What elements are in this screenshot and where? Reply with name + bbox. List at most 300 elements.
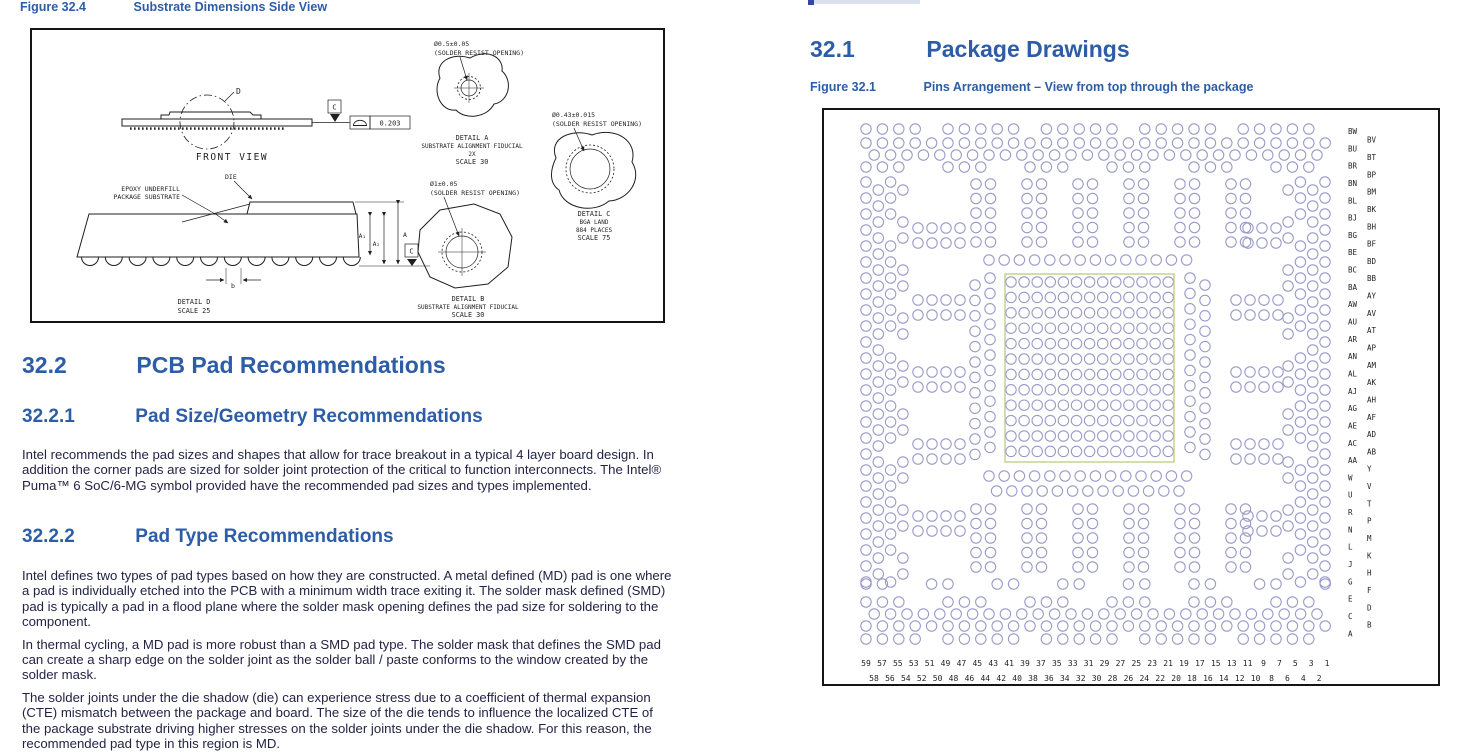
pin-pad bbox=[885, 257, 895, 267]
pin-pad bbox=[894, 621, 904, 631]
pin-pad bbox=[1058, 597, 1068, 607]
pin-pad bbox=[1036, 208, 1046, 218]
pin-pad bbox=[1019, 446, 1029, 456]
pin-pad bbox=[1189, 208, 1199, 218]
col-label-even: 32 bbox=[1075, 674, 1086, 683]
pin-pad bbox=[1140, 162, 1150, 172]
pin-pad bbox=[1150, 323, 1160, 333]
pin-pad bbox=[1308, 457, 1318, 467]
pin-pad bbox=[1287, 124, 1297, 134]
pin-pad bbox=[1090, 124, 1100, 134]
pin-pad bbox=[1245, 439, 1255, 449]
pin-pad bbox=[1243, 511, 1253, 521]
pin-pad bbox=[1022, 504, 1032, 514]
pin-pad bbox=[1320, 177, 1330, 187]
pin-pad bbox=[913, 439, 923, 449]
pin-pad bbox=[1245, 382, 1255, 392]
pin-pad bbox=[1231, 439, 1241, 449]
pin-pad bbox=[1036, 222, 1046, 232]
pin-pad bbox=[1045, 323, 1055, 333]
pin-pad bbox=[959, 138, 969, 148]
pin-pad bbox=[1124, 400, 1134, 410]
pin-pad bbox=[1295, 385, 1305, 395]
pin-pad bbox=[1019, 431, 1029, 441]
pin-row-labels bbox=[1348, 127, 1377, 638]
pin-pad bbox=[1185, 396, 1195, 406]
pin-pad bbox=[984, 609, 994, 619]
row-label: BF bbox=[1367, 239, 1377, 249]
pin-pad bbox=[1058, 415, 1068, 425]
row-label: V bbox=[1367, 482, 1372, 492]
pin-pad bbox=[951, 609, 961, 619]
pin-pad bbox=[1273, 454, 1283, 464]
pin-pad bbox=[927, 382, 937, 392]
pin-pad bbox=[1164, 609, 1174, 619]
pin-pad bbox=[976, 621, 986, 631]
pin-pad bbox=[873, 233, 883, 243]
pin-pad bbox=[910, 634, 920, 644]
pin-pad bbox=[955, 238, 965, 248]
col-label-even: 52 bbox=[916, 674, 927, 683]
pin-pad bbox=[861, 417, 871, 427]
pin-pad bbox=[1087, 222, 1097, 232]
pin-pad bbox=[873, 297, 883, 307]
pin-pad bbox=[1295, 209, 1305, 219]
pin-pad bbox=[894, 634, 904, 644]
pin-pad bbox=[1200, 357, 1210, 367]
pin-pad bbox=[1007, 486, 1017, 496]
pin-pad bbox=[1006, 446, 1016, 456]
pin-pad bbox=[1000, 609, 1010, 619]
pin-pad bbox=[941, 439, 951, 449]
pin-pad bbox=[1019, 323, 1029, 333]
pin-pad bbox=[1060, 255, 1070, 265]
pin-pad bbox=[1098, 338, 1108, 348]
pin-pad bbox=[1113, 486, 1123, 496]
pin-pad bbox=[1087, 179, 1097, 189]
pin-pad bbox=[1304, 138, 1314, 148]
pin-pad bbox=[1163, 385, 1173, 395]
pin-pad bbox=[1071, 354, 1081, 364]
pin-pad bbox=[1308, 505, 1318, 515]
substrate-drawing bbox=[32, 30, 663, 321]
pin-pad bbox=[918, 150, 928, 160]
col-label-even: 48 bbox=[948, 674, 959, 683]
pin-pad bbox=[955, 310, 965, 320]
pin-pad bbox=[1308, 233, 1318, 243]
pin-pad bbox=[1137, 354, 1147, 364]
pin-pad bbox=[1058, 338, 1068, 348]
pin-pad bbox=[1172, 621, 1182, 631]
pin-pad bbox=[971, 518, 981, 528]
pin-pad bbox=[1111, 292, 1121, 302]
pin-pad bbox=[1111, 431, 1121, 441]
pin-pad bbox=[1295, 305, 1305, 315]
row-label: AF bbox=[1367, 412, 1377, 422]
pin-pad bbox=[1185, 304, 1195, 314]
pin-pad bbox=[873, 217, 883, 227]
pin-pad bbox=[959, 124, 969, 134]
row-label: H bbox=[1367, 568, 1372, 578]
pin-pad bbox=[1032, 385, 1042, 395]
col-label-odd: 53 bbox=[908, 659, 919, 668]
pin-pad bbox=[1084, 369, 1094, 379]
pin-pad bbox=[885, 273, 895, 283]
pin-pad bbox=[1254, 124, 1264, 134]
pin-pad bbox=[971, 562, 981, 572]
pin-pad bbox=[1271, 621, 1281, 631]
pin-pad bbox=[1090, 138, 1100, 148]
pin-pad bbox=[1067, 486, 1077, 496]
row-label: BV bbox=[1367, 135, 1377, 145]
pin-pad bbox=[1295, 273, 1305, 283]
pin-pad bbox=[1320, 289, 1330, 299]
row-label: K bbox=[1367, 551, 1372, 561]
pin-pad bbox=[1150, 400, 1160, 410]
pin-pad bbox=[877, 621, 887, 631]
row-label: AN bbox=[1348, 352, 1358, 362]
pin-pad bbox=[1058, 385, 1068, 395]
pin-pad bbox=[1073, 533, 1083, 543]
section-number: 32.2.1 bbox=[22, 406, 75, 427]
col-label-even: 26 bbox=[1123, 674, 1134, 683]
pin-pad bbox=[877, 597, 887, 607]
detail-b-callout-2: (SOLDER RESIST OPENING) bbox=[430, 189, 521, 197]
pin-pad bbox=[943, 634, 953, 644]
pin-pad bbox=[1032, 308, 1042, 318]
pin-pad bbox=[1259, 367, 1269, 377]
row-label: W bbox=[1348, 473, 1353, 483]
col-label-odd: 27 bbox=[1115, 659, 1126, 668]
pin-pad bbox=[1320, 193, 1330, 203]
pin-pad bbox=[1222, 597, 1232, 607]
detail-a-callout-1: Ø0.5±0.05 bbox=[434, 40, 470, 48]
pin-pad bbox=[1185, 334, 1195, 344]
pin-pad bbox=[1073, 504, 1083, 514]
pin-pad bbox=[1226, 547, 1236, 557]
pin-pad bbox=[985, 411, 995, 421]
pin-pad bbox=[943, 579, 953, 589]
pin-pad bbox=[1019, 385, 1029, 395]
pin-pad bbox=[1107, 597, 1117, 607]
col-label-even: 12 bbox=[1234, 674, 1245, 683]
pin-pad bbox=[1295, 513, 1305, 523]
pin-pad bbox=[1308, 361, 1318, 371]
pin-pad bbox=[861, 561, 871, 571]
row-label: BP bbox=[1367, 170, 1377, 180]
pin-pad bbox=[873, 281, 883, 291]
pin-pad bbox=[1123, 621, 1133, 631]
pin-pad bbox=[1245, 454, 1255, 464]
pin-pad bbox=[1083, 486, 1093, 496]
pin-pad bbox=[1008, 579, 1018, 589]
pin-pad bbox=[1254, 138, 1264, 148]
pin-pad bbox=[1098, 323, 1108, 333]
pin-pad bbox=[984, 150, 994, 160]
pin-pad bbox=[1073, 208, 1083, 218]
pin-pad bbox=[1175, 237, 1185, 247]
pin-pad bbox=[1181, 471, 1191, 481]
pin-pad bbox=[1295, 321, 1305, 331]
pin-pad bbox=[927, 295, 937, 305]
pin-pad bbox=[1025, 138, 1035, 148]
pin-pad bbox=[1098, 369, 1108, 379]
row-label: BG bbox=[1348, 230, 1358, 240]
pin-pad bbox=[971, 237, 981, 247]
pin-pad bbox=[1245, 295, 1255, 305]
row-label: BJ bbox=[1348, 213, 1358, 223]
row-label: AW bbox=[1348, 300, 1358, 310]
pin-pad bbox=[1073, 562, 1083, 572]
pin-pad bbox=[970, 449, 980, 459]
pin-pad bbox=[1138, 237, 1148, 247]
pin-pad bbox=[1200, 418, 1210, 428]
pin-pad bbox=[1185, 350, 1195, 360]
pin-pad bbox=[992, 621, 1002, 631]
pin-pad bbox=[1163, 369, 1173, 379]
pin-pad bbox=[1140, 138, 1150, 148]
row-label: C bbox=[1348, 612, 1353, 621]
pin-pad bbox=[1308, 265, 1318, 275]
pin-pad bbox=[877, 162, 887, 172]
pin-pad bbox=[1105, 255, 1115, 265]
pin-pad bbox=[1222, 162, 1232, 172]
pin-pad bbox=[985, 350, 995, 360]
pin-pad bbox=[861, 529, 871, 539]
pin-pad bbox=[941, 223, 951, 233]
dim-a: A bbox=[403, 231, 407, 239]
pin-pad bbox=[1045, 338, 1055, 348]
pin-pad bbox=[1308, 345, 1318, 355]
pin-pad bbox=[984, 471, 994, 481]
pin-pad bbox=[877, 124, 887, 134]
row-label: AM bbox=[1367, 360, 1377, 370]
pin-pad bbox=[1200, 326, 1210, 336]
pin-pad bbox=[1189, 579, 1199, 589]
detail-b-caption-2: SUBSTRATE ALIGNMENT FIDUCIAL bbox=[417, 304, 519, 311]
pin-pad bbox=[1287, 634, 1297, 644]
pin-pad bbox=[1137, 431, 1147, 441]
detail-c-caption-2: BGA LAND bbox=[579, 219, 609, 226]
row-label: BB bbox=[1367, 274, 1377, 284]
pin-pad bbox=[1098, 446, 1108, 456]
pin-pad bbox=[1197, 150, 1207, 160]
pin-pad bbox=[902, 150, 912, 160]
pin-pad bbox=[1254, 634, 1264, 644]
pin-pad bbox=[1074, 621, 1084, 631]
pin-pad bbox=[1174, 486, 1184, 496]
pin-pad bbox=[898, 505, 908, 515]
datum-c-front: C bbox=[332, 103, 337, 112]
pin-pad bbox=[1295, 417, 1305, 427]
pin-pad bbox=[1084, 354, 1094, 364]
pin-pad bbox=[1295, 150, 1305, 160]
pin-pad bbox=[1240, 179, 1250, 189]
pin-pad bbox=[861, 621, 871, 631]
col-label-even: 38 bbox=[1028, 674, 1038, 683]
row-label: P bbox=[1367, 516, 1372, 526]
pin-pad bbox=[1283, 233, 1293, 243]
pin-pad bbox=[1006, 308, 1016, 318]
pin-pad bbox=[1185, 427, 1195, 437]
pin-pad bbox=[1045, 292, 1055, 302]
pin-pad bbox=[1041, 124, 1051, 134]
row-label: AK bbox=[1367, 378, 1377, 388]
pin-pad bbox=[1200, 434, 1210, 444]
right-page bbox=[738, 0, 1478, 753]
pin-pad bbox=[1175, 562, 1185, 572]
pin-pad bbox=[970, 295, 980, 305]
pin-pad bbox=[927, 238, 937, 248]
pin-pad bbox=[1074, 579, 1084, 589]
pin-pad bbox=[1087, 518, 1097, 528]
pin-pad bbox=[1200, 388, 1210, 398]
pin-pad bbox=[1166, 471, 1176, 481]
pin-pad bbox=[873, 329, 883, 339]
row-label: D bbox=[1367, 603, 1372, 613]
row-label: N bbox=[1348, 525, 1353, 535]
pin-pad bbox=[1148, 609, 1158, 619]
pin-pad bbox=[1163, 354, 1173, 364]
pin-pad bbox=[1189, 518, 1199, 528]
pin-pad bbox=[985, 533, 995, 543]
pin-pad bbox=[1045, 385, 1055, 395]
pin-pad bbox=[1172, 124, 1182, 134]
pin-pad bbox=[1231, 367, 1241, 377]
row-label: L bbox=[1348, 542, 1353, 552]
col-label-even: 20 bbox=[1171, 674, 1181, 683]
pin-pad bbox=[1074, 138, 1084, 148]
pin-pad bbox=[1019, 277, 1029, 287]
pin-pad bbox=[1150, 431, 1160, 441]
pin-pad bbox=[1099, 150, 1109, 160]
col-label-even: 28 bbox=[1107, 674, 1118, 683]
pin-pad bbox=[1022, 179, 1032, 189]
pin-pad bbox=[1008, 124, 1018, 134]
pin-pad bbox=[1019, 354, 1029, 364]
col-label-odd: 17 bbox=[1195, 659, 1205, 668]
dim-b: b bbox=[231, 282, 235, 290]
pin-pad bbox=[1006, 369, 1016, 379]
pin-pad bbox=[970, 418, 980, 428]
pin-pad bbox=[1124, 323, 1134, 333]
pin-pad bbox=[1111, 308, 1121, 318]
paragraph: The solder joints under the die shadow (die) can experience stress due to a coefficient of thermal expansion (CTE) mismatch between the package and board. The size of the die tends to influence the localized CTE of the package substrate driving higher stresses on the solder joints under the die shadow. For this reason, the recommended pad type in this region is MD. bbox=[22, 689, 653, 752]
pin-pad bbox=[1107, 621, 1117, 631]
pin-pad bbox=[1189, 162, 1199, 172]
pin-pad bbox=[1036, 179, 1046, 189]
pin-pad bbox=[873, 393, 883, 403]
pin-pad bbox=[1058, 138, 1068, 148]
col-label-odd: 37 bbox=[1036, 659, 1046, 668]
pin-pad bbox=[1121, 255, 1131, 265]
pin-pad bbox=[1226, 208, 1236, 218]
epoxy-underfill-label: EPOXY UNDERFILL bbox=[121, 185, 180, 193]
pin-pad bbox=[1295, 577, 1305, 587]
pin-pad bbox=[1045, 255, 1055, 265]
pin-pad bbox=[885, 481, 895, 491]
section-heading-32-1 bbox=[810, 36, 1130, 63]
section-heading-32-2-2 bbox=[22, 526, 394, 548]
row-label: Y bbox=[1367, 464, 1372, 474]
pin-pad bbox=[1131, 609, 1141, 619]
pin-pad bbox=[1058, 400, 1068, 410]
pin-pad bbox=[885, 209, 895, 219]
pin-pad bbox=[1189, 562, 1199, 572]
pin-pad bbox=[1124, 193, 1134, 203]
pin-pad bbox=[1066, 150, 1076, 160]
pin-pad bbox=[1032, 415, 1042, 425]
pin-pad bbox=[1150, 277, 1160, 287]
pin-pad bbox=[1308, 393, 1318, 403]
pin-pad bbox=[1121, 471, 1131, 481]
pin-pad bbox=[898, 217, 908, 227]
col-label-even: 4 bbox=[1300, 674, 1306, 683]
row-label: G bbox=[1348, 577, 1353, 587]
pin-pad bbox=[873, 201, 883, 211]
row-label: BN bbox=[1348, 179, 1358, 188]
pin-pad bbox=[1295, 257, 1305, 267]
pin-pad bbox=[1137, 446, 1147, 456]
pin-pad bbox=[959, 162, 969, 172]
pin-pad bbox=[955, 367, 965, 377]
pin-pad bbox=[1320, 481, 1330, 491]
pin-pad bbox=[1006, 338, 1016, 348]
pin-pad bbox=[1115, 150, 1125, 160]
pin-pad bbox=[1124, 518, 1134, 528]
section-title: Pad Size/Geometry Recommendations bbox=[135, 406, 483, 427]
pin-pad bbox=[1175, 193, 1185, 203]
pin-pad bbox=[1189, 179, 1199, 189]
pin-pad bbox=[985, 562, 995, 572]
pin-pad bbox=[1124, 237, 1134, 247]
pin-pad bbox=[985, 504, 995, 514]
col-label-even: 30 bbox=[1091, 674, 1102, 683]
pin-pad bbox=[1283, 473, 1293, 483]
pin-pad bbox=[1320, 257, 1330, 267]
pin-pad bbox=[873, 537, 883, 547]
paragraph: Intel defines two types of pad types based on how they are constructed. A metal defined (MD) pad is one where a pad is individually etched into the PCB with a minimum width trace exiting it. The solder mask defined (SMD) pad is typically a pad in a flood plane where the solder mask opening defines the pad size for soldering to the component. bbox=[22, 568, 672, 630]
detail-a-callout-2: (SOLDER RESIST OPENING) bbox=[434, 49, 525, 57]
pin-pad bbox=[1008, 138, 1018, 148]
row-label: A bbox=[1348, 629, 1353, 639]
pin-pad bbox=[1213, 150, 1223, 160]
pin-pad bbox=[913, 511, 923, 521]
pin-pad bbox=[1163, 308, 1173, 318]
datum-c-side: C bbox=[409, 247, 414, 256]
pin-pad bbox=[1320, 561, 1330, 571]
pin-pad bbox=[1254, 579, 1264, 589]
pin-pad bbox=[1032, 369, 1042, 379]
pin-pad bbox=[1098, 308, 1108, 318]
pin-pad bbox=[1283, 457, 1293, 467]
pin-pad bbox=[1156, 621, 1166, 631]
pin-pad bbox=[1271, 597, 1281, 607]
pin-pad bbox=[1287, 597, 1297, 607]
row-label: BU bbox=[1348, 144, 1358, 154]
pin-pad bbox=[913, 310, 923, 320]
col-label-odd: 11 bbox=[1242, 659, 1253, 668]
pin-pad bbox=[1287, 621, 1297, 631]
pin-pad bbox=[1041, 597, 1051, 607]
pin-pad bbox=[1087, 533, 1097, 543]
pin-pad bbox=[1271, 124, 1281, 134]
pin-pad bbox=[1124, 446, 1134, 456]
pin-pad bbox=[927, 526, 937, 536]
pin-pad bbox=[1308, 473, 1318, 483]
pin-pad bbox=[885, 241, 895, 251]
pin-pad bbox=[985, 427, 995, 437]
